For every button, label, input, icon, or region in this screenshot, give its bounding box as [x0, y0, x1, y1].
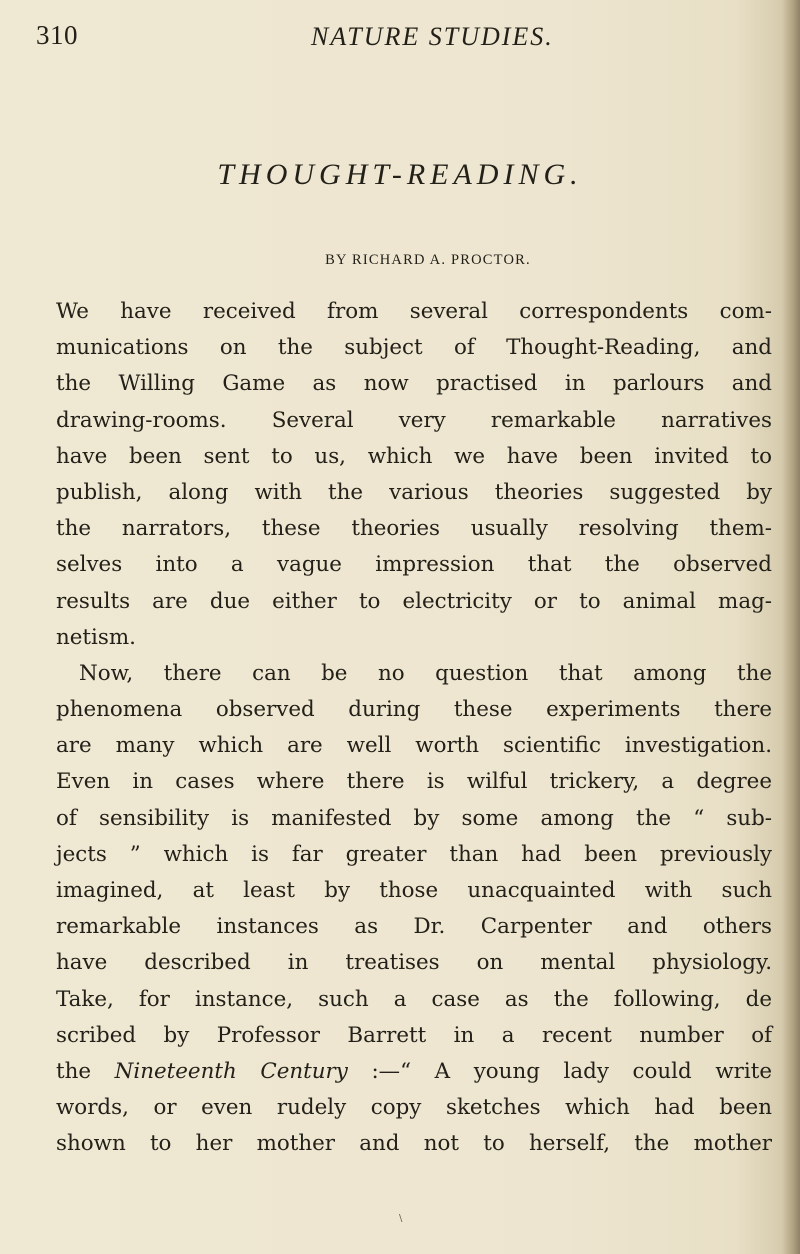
- body-line: shown to her mother and not to herself, the mother: [56, 1131, 772, 1157]
- body-line: scribed by Professor Barrett in a recent number of: [56, 1022, 772, 1048]
- body-line: Now, there can be no question that among the: [79, 660, 772, 686]
- journal-title: Nineteenth Century: [114, 1058, 348, 1084]
- body-line: the narrators, these theories usually resolving them-: [56, 516, 772, 542]
- body-line: are many which are well worth scientific investigation.: [56, 733, 772, 759]
- body-line: drawing-rooms. Several very remarkable narratives: [56, 407, 772, 433]
- body-line: munications on the subject of Thought-Reading, and: [56, 335, 772, 361]
- body-line: of sensibility is manifested by some among the “ sub-: [56, 805, 772, 831]
- body-line: have been sent to us, which we have been invited to: [56, 443, 772, 469]
- body-line: the Willing Game as now practised in parlours and: [56, 371, 772, 397]
- body-line: We have received from several correspondents com-: [56, 299, 772, 324]
- body-line: jects ” which is far greater than had been previously: [56, 841, 772, 867]
- body-line: Take, for instance, such a case as the following, de: [56, 986, 772, 1012]
- body-text: [56, 294, 772, 1163]
- body-line: netism.: [56, 624, 136, 650]
- body-line: Even in cases where there is wilful trickery, a degree: [56, 769, 772, 795]
- running-title: NATURE STUDIES.: [311, 22, 554, 51]
- body-line: imagined, at least by those unacquainted with such: [56, 878, 772, 903]
- body-line: phenomena observed during these experiments there: [56, 697, 772, 723]
- stray-print-mark: \: [399, 1213, 403, 1224]
- page-number: 310: [36, 20, 78, 50]
- body-line: publish, along with the various theories suggested by: [56, 479, 772, 505]
- byline: BY RICHARD A. PROCTOR.: [325, 252, 531, 268]
- body-line: remarkable instances as Dr. Carpenter and others: [56, 914, 772, 940]
- running-head: [36, 20, 776, 60]
- body-line: have described in treatises on mental physiology.: [56, 950, 772, 976]
- article-title: THOUGHT-READING.: [217, 158, 583, 191]
- body-line: words, or even rudely copy sketches which had been: [56, 1095, 772, 1121]
- body-line: the Nineteenth Century :—“ A young lady could write: [56, 1058, 772, 1084]
- body-line: selves into a vague impression that the observed: [56, 552, 772, 578]
- body-line: results are due either to electricity or to animal mag-: [56, 588, 772, 614]
